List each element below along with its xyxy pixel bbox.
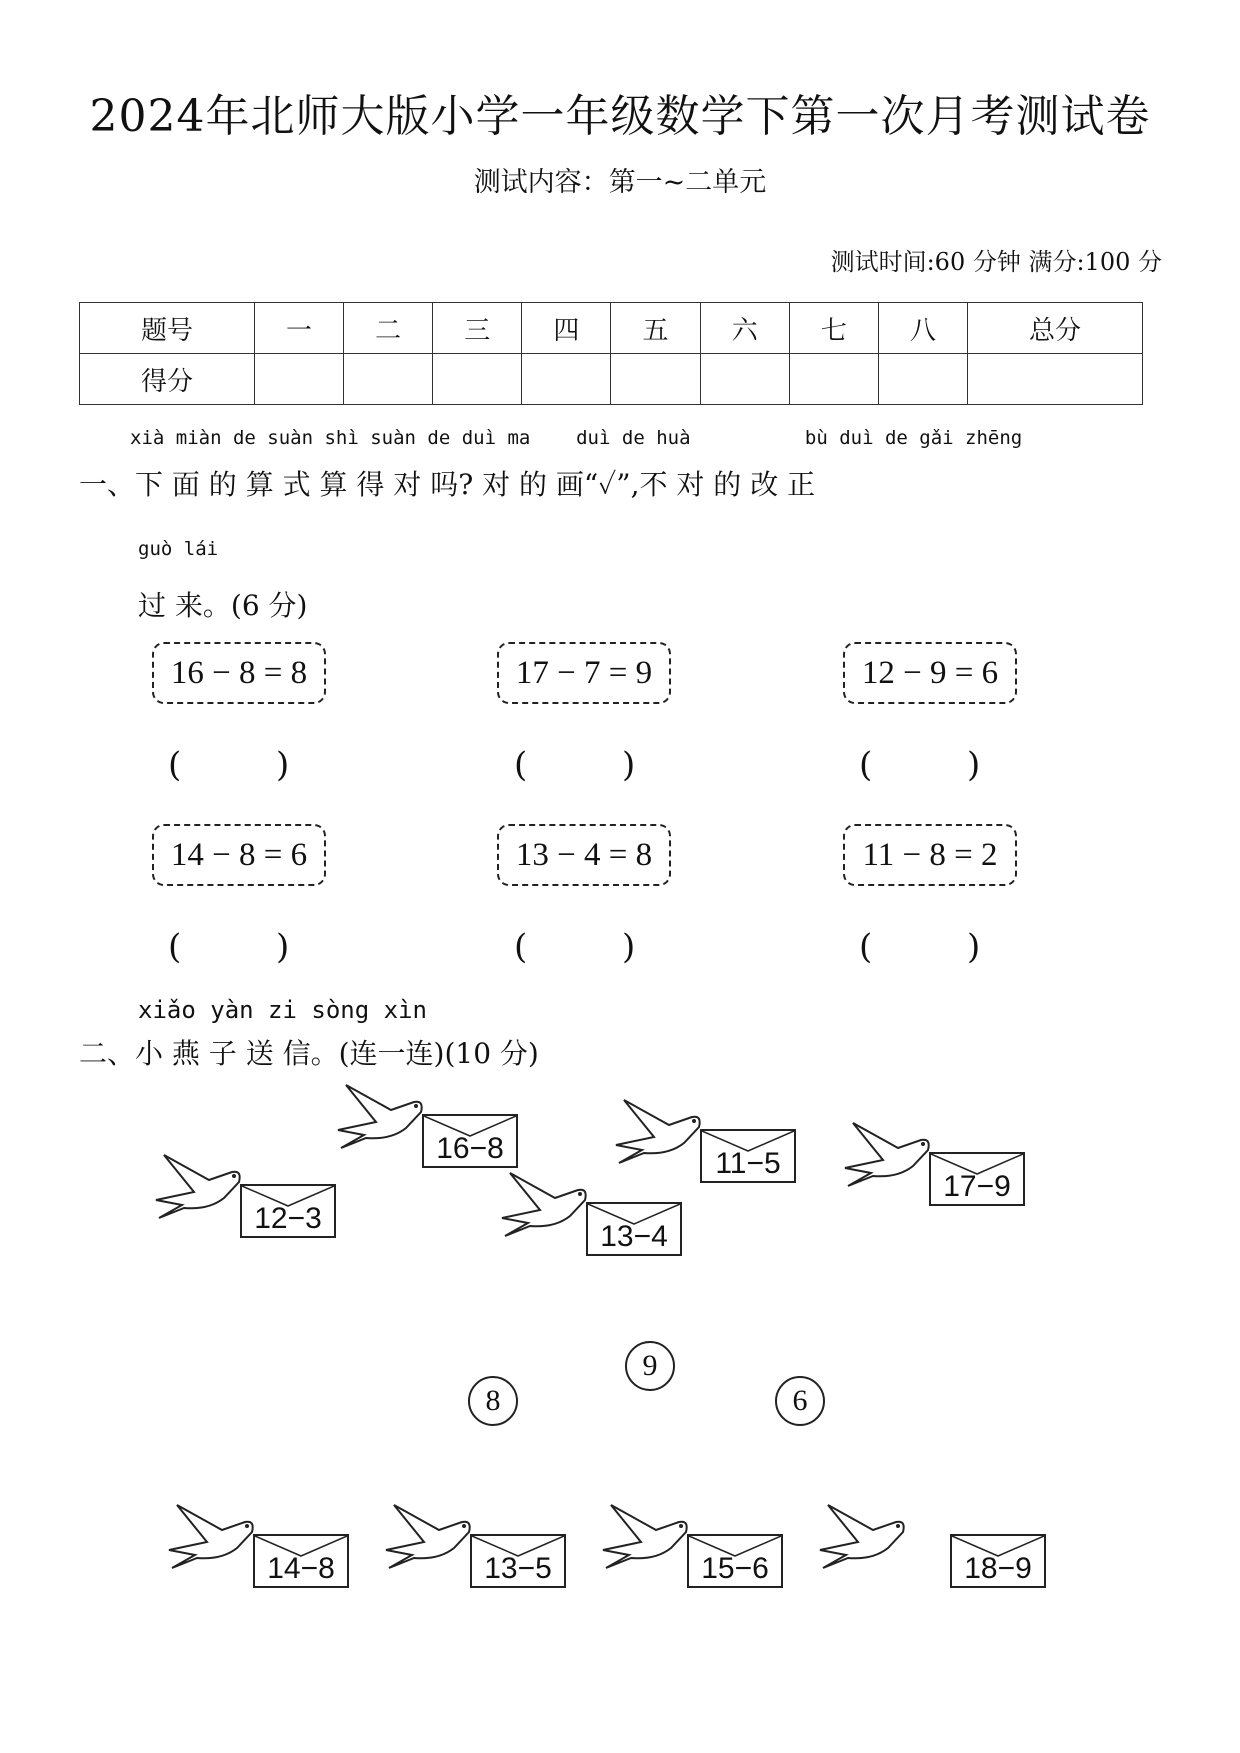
paren-close: )	[622, 745, 636, 785]
equation-card: 16 − 8 = 8	[152, 642, 326, 704]
score-cell[interactable]	[611, 354, 700, 405]
swallow-icon	[818, 1500, 918, 1580]
swallow-icon	[843, 1118, 943, 1198]
section1-pinyin: xià miàn de suàn shì suàn de duì ma duì de huà bù duì de gǎi zhēng	[130, 427, 1023, 449]
paren-open: (	[514, 745, 528, 785]
score-table-score-row	[80, 354, 1143, 405]
score-cell[interactable]	[789, 354, 878, 405]
swallow-icon	[500, 1168, 600, 1248]
swallow-letter[interactable]	[601, 1500, 781, 1590]
equation-card: 14 − 8 = 6	[152, 824, 326, 886]
score-cell[interactable]	[878, 354, 967, 405]
swallow-letter[interactable]	[843, 1118, 1023, 1208]
equation-card: 17 − 7 = 9	[497, 642, 671, 704]
paren-close: )	[276, 745, 290, 785]
swallow-icon	[167, 1500, 267, 1580]
paren-open: (	[514, 927, 528, 967]
envelope-expression: 11−5	[715, 1147, 781, 1180]
test-meta: 测试时间:60 分钟 满分:100 分	[830, 248, 1162, 276]
envelope	[422, 1114, 518, 1168]
score-table-header-cell: 五	[611, 303, 700, 354]
score-table-header-cell: 三	[433, 303, 522, 354]
envelope	[950, 1534, 1046, 1588]
score-table-header-cell: 二	[344, 303, 433, 354]
score-table-header-cell: 一	[254, 303, 343, 354]
envelope-expression: 17−9	[943, 1170, 1011, 1203]
answer-circle[interactable]: 9	[625, 1341, 675, 1391]
score-cell[interactable]	[344, 354, 433, 405]
page-title: 2024年北师大版小学一年级数学下第一次月考测试卷	[89, 91, 1151, 142]
swallow-icon	[336, 1080, 436, 1160]
paren-open: (	[168, 745, 182, 785]
score-cell[interactable]	[968, 354, 1143, 405]
score-table-header-cell: 八	[878, 303, 967, 354]
score-table-header-row	[80, 303, 1143, 354]
score-cell[interactable]	[522, 354, 611, 405]
section1-pinyin-cont: guò lái	[138, 538, 219, 560]
envelope	[253, 1534, 349, 1588]
equation-card: 13 − 4 = 8	[497, 824, 671, 886]
answer-blank[interactable]	[168, 745, 384, 785]
answer-blank[interactable]	[514, 927, 730, 967]
section2-pinyin: xiǎo yàn zi sòng xìn	[138, 996, 427, 1024]
envelope-expression: 18−9	[964, 1552, 1032, 1585]
paren-open: (	[859, 927, 873, 967]
answer-blank[interactable]	[514, 745, 730, 785]
answer-blank[interactable]	[859, 927, 1075, 967]
envelope-expression: 12−3	[254, 1202, 322, 1235]
envelope	[586, 1202, 682, 1256]
answer-circle[interactable]: 8	[468, 1376, 518, 1426]
envelope-expression: 14−8	[267, 1552, 335, 1585]
swallow-letter[interactable]	[500, 1168, 680, 1258]
score-table-header-cell: 六	[700, 303, 789, 354]
swallow-letter[interactable]	[336, 1080, 516, 1170]
paren-close: )	[967, 745, 981, 785]
envelope	[687, 1534, 783, 1588]
score-label-cell: 得分	[80, 354, 255, 405]
swallow-icon	[154, 1150, 254, 1230]
envelope-expression: 13−4	[600, 1220, 668, 1253]
score-cell[interactable]	[433, 354, 522, 405]
score-table-header-cell: 题号	[80, 303, 255, 354]
swallow-icon	[614, 1095, 714, 1175]
answer-circle[interactable]: 6	[775, 1376, 825, 1426]
swallow-letter[interactable]	[167, 1500, 347, 1590]
envelope	[700, 1129, 796, 1183]
swallow-icon	[601, 1500, 701, 1580]
envelope-expression: 16−8	[436, 1132, 504, 1165]
swallow-letter[interactable]	[154, 1150, 334, 1240]
envelope	[929, 1152, 1025, 1206]
answer-blank[interactable]	[859, 745, 1075, 785]
score-cell[interactable]	[254, 354, 343, 405]
test-content: 测试内容：第一~二单元	[473, 167, 767, 198]
equation-card: 12 − 9 = 6	[843, 642, 1017, 704]
envelope	[240, 1184, 336, 1238]
envelope	[470, 1534, 566, 1588]
section1-heading: 一、下 面 的 算 式 算 得 对 吗? 对 的 画“✓”,不 对 的 改 正	[79, 468, 816, 501]
paren-close: )	[967, 927, 981, 967]
paren-open: (	[168, 927, 182, 967]
score-table-header-cell: 四	[522, 303, 611, 354]
envelope-expression: 15−6	[701, 1552, 769, 1585]
paren-open: (	[859, 745, 873, 785]
section1-heading-cont: 过 来。(6 分)	[138, 589, 308, 622]
score-table-header-cell: 总分	[968, 303, 1143, 354]
answer-blank[interactable]	[168, 927, 384, 967]
paren-close: )	[622, 927, 636, 967]
paren-close: )	[276, 927, 290, 967]
score-cell[interactable]	[700, 354, 789, 405]
score-table	[79, 302, 1143, 405]
equation-card: 11 − 8 = 2	[843, 824, 1017, 886]
swallow-letter[interactable]	[818, 1500, 1058, 1590]
swallow-icon	[384, 1500, 484, 1580]
score-table-header-cell: 七	[789, 303, 878, 354]
section2-heading: 二、小 燕 子 送 信。(连一连)(10 分)	[79, 1037, 539, 1070]
swallow-letter[interactable]	[384, 1500, 564, 1590]
envelope-expression: 13−5	[484, 1552, 552, 1585]
